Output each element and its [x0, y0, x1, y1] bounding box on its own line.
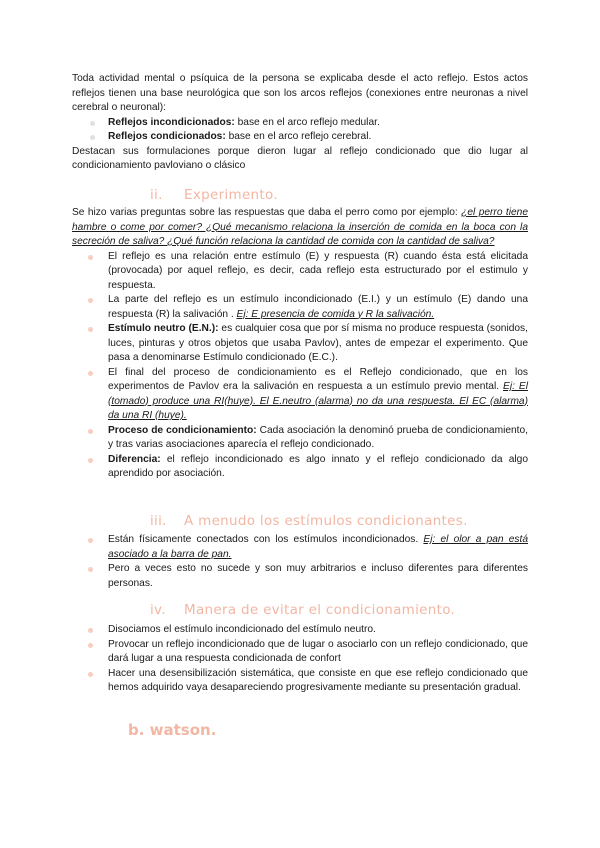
section-ii-list	[72, 250, 528, 482]
item-text: Hacer una desensibilización sistemática, que consiste en que ese reflejo condicionado que hemos adquirido vaya desapareciendo progresivamente mediante su presentación gradual.	[108, 667, 528, 693]
section-heading-iii	[150, 514, 468, 529]
item-text: La parte del reflejo es un estímulo incondicionado (E.I.) y un estímulo (E) dando una respuesta (R) la salivación .	[108, 294, 528, 320]
bullet-icon	[90, 121, 95, 126]
item-example: Ej: El (tomado) produce una RI(huye). El E.neutro (alarma) no da una respuesta. El EC (alarma) da una RI (huye).	[108, 381, 528, 421]
section-iii-block	[72, 533, 528, 591]
item-bold: Reflejos incondicionados:	[108, 116, 235, 128]
section-ii-block	[72, 206, 528, 482]
list-item	[72, 250, 528, 294]
bullet-icon	[88, 298, 93, 303]
section-heading-b: b. watson.	[128, 721, 217, 739]
heading-number: ii.	[150, 187, 163, 203]
section-iii-list	[72, 533, 528, 591]
item-text: el reflejo incondicionado es algo innato y el reflejo condicionado da algo aprendido por asociación.	[108, 453, 528, 479]
item-example: Ej: el olor a pan está asociado a la barra de pan.	[108, 534, 528, 560]
bullet-icon	[88, 371, 93, 376]
list-item	[72, 533, 528, 562]
section-iv-block	[72, 623, 528, 696]
item-text: Disociamos el estímulo incondicionado del estímulo neutro.	[108, 624, 376, 635]
bullet-icon	[88, 255, 93, 260]
item-bold: Reflejos condicionados:	[108, 131, 226, 142]
bullet-icon	[88, 327, 93, 332]
list-item	[72, 562, 528, 591]
item-bold: Estímulo neutro (E.N.):	[108, 323, 219, 334]
list-item	[72, 638, 528, 667]
heading-title: Experimento.	[184, 187, 278, 203]
bullet-icon	[88, 672, 93, 677]
bullet-icon	[88, 628, 93, 633]
item-text: Cada asociación la denominó prueba de condicionamiento, y tras varias asociaciones aparecía el reflejo condicionado.	[108, 424, 528, 450]
item-text: Pero a veces esto no sucede y son muy arbitrarios e incluso diferentes para diferentes personas.	[108, 563, 528, 589]
item-example: Ej: E presencia de comida y R la salivación.	[236, 308, 435, 320]
list-item	[72, 424, 528, 453]
item-bold: Diferencia:	[108, 453, 161, 465]
section-heading-ii	[150, 188, 278, 203]
lead-questions: ¿el perro tiene hambre o come por comer? ¿Qué mecanismo relaciona la inserción de comida en la boca con la secreción de saliva? ¿Qué función relaciona la cantidad de comida con la cantidad de saliva?	[72, 207, 528, 247]
bullet-icon	[90, 135, 95, 140]
bullet-icon	[88, 429, 93, 434]
item-text: Provocar un reflejo incondicionado que de lugar o asociarlo con un reflejo condicionado, que dará lugar a una respuesta condicionada de confort	[108, 638, 528, 664]
list-item	[72, 293, 528, 322]
list-item	[72, 366, 528, 424]
section-ii-lead	[72, 206, 528, 250]
item-text: base en el arco reflejo medular.	[234, 116, 380, 128]
section-iv-list	[72, 623, 528, 696]
intro-block	[72, 72, 528, 174]
item-text: El final del proceso de condicionamiento es el Reflejo condicionado, que en los experimentos de Pavlov era la salivación en respuesta a un estímulo previo mental.	[108, 366, 528, 392]
heading-number: iv.	[150, 602, 166, 618]
intro-closing: Destacan sus formulaciones porque dieron lugar al reflejo condicionado que dio lugar al condicionamiento pavloviano o clásico	[72, 145, 528, 171]
item-text: El reflejo es una relación entre estímulo (E) y respuesta (R) cuando ésta está elicitada (provocada) por aquel reflejo, es decir, cada reflejo esta estructurado por el estimulo y respuesta.	[108, 250, 528, 291]
bullet-icon	[88, 538, 93, 543]
item-bold: Proceso de condicionamiento:	[108, 424, 257, 436]
list-item	[72, 130, 528, 145]
item-text: base en el arco reflejo cerebral.	[225, 131, 372, 142]
item-text: Están físicamente conectados con los estímulos incondicionados.	[108, 534, 424, 545]
bullet-icon	[88, 567, 93, 572]
list-item	[72, 116, 528, 131]
list-item	[72, 623, 528, 638]
intro-list	[72, 116, 528, 145]
list-item	[72, 667, 528, 696]
heading-title: Manera de evitar el condicionamiento.	[184, 602, 456, 618]
heading-title: A menudo los estímulos condicionantes.	[184, 513, 468, 529]
lead-text: Se hizo varias preguntas sobre las respuestas que daba el perro como por ejemplo:	[72, 207, 462, 218]
list-item	[72, 322, 528, 366]
intro-paragraph: Toda actividad mental o psíquica de la persona se explicaba desde el acto reflejo. Estos actos reflejos tienen una base neurológica que son los arcos reflejos (conexiones entre neuronas a nivel cerebral o neuronal):	[72, 73, 528, 113]
bullet-icon	[88, 458, 93, 463]
bullet-icon	[88, 643, 93, 648]
section-heading-iv	[150, 603, 455, 618]
item-text: es cualquier cosa que por sí misma no produce respuesta (sonidos, luces, pinturas y otros objetos que usaba Pavlov), antes de empezar el experimento. Que pasa a denominarse Estímulo condicionado (E.C.).	[108, 323, 528, 363]
heading-number: iii.	[150, 513, 167, 529]
list-item	[72, 453, 528, 482]
